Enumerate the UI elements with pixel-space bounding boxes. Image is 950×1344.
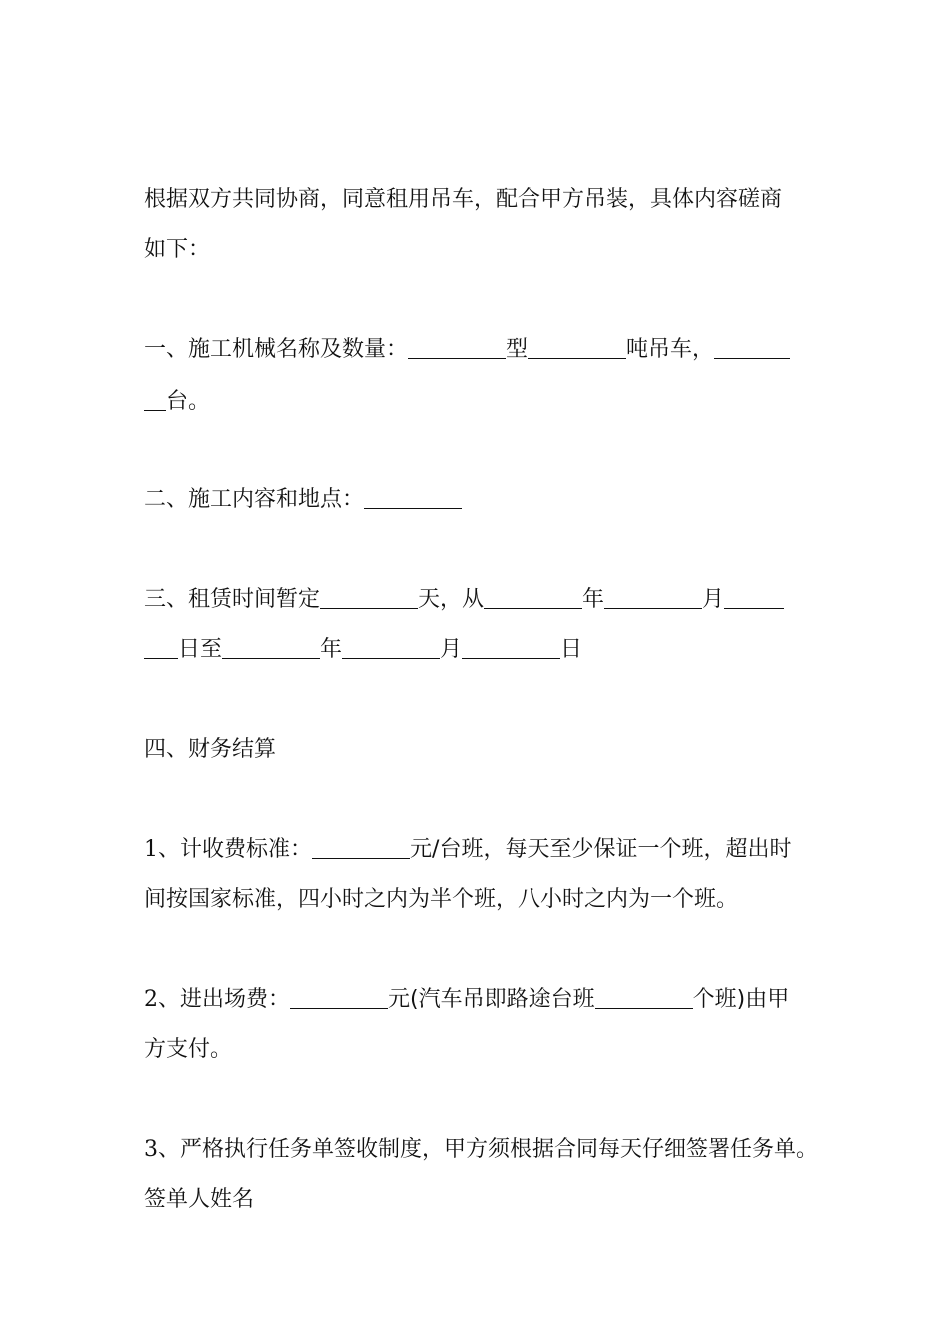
day-from-text: 天，从 xyxy=(418,587,485,612)
intro-line-2: 如下： xyxy=(144,237,211,262)
ton-unit: 吨吊车， xyxy=(626,337,715,362)
sub-1-label: 计收费标准： xyxy=(180,837,313,862)
end-month-blank[interactable] xyxy=(342,636,440,659)
quantity-blank-cont[interactable] xyxy=(144,388,166,411)
sub-3-sep: 、 xyxy=(158,1137,181,1162)
sub-2-line-2: 方支付。 xyxy=(144,1037,233,1062)
intro-line-1: 根据双方共同协商，同意租用吊车，配合甲方吊装，具体内容磋商 xyxy=(144,187,783,212)
model-blank[interactable] xyxy=(408,336,506,359)
start-month-blank[interactable] xyxy=(604,586,702,609)
sub-1-rate-text: 元/台班，每天至少保证一个班，超出时 xyxy=(410,837,792,862)
item-2-line xyxy=(144,485,824,515)
shift-count-blank[interactable] xyxy=(595,986,693,1009)
sub-2-shift-text: 个班)由甲 xyxy=(692,987,790,1012)
tonnage-blank[interactable] xyxy=(528,336,626,359)
start-day-blank-cont[interactable] xyxy=(144,636,178,659)
end-year-blank[interactable] xyxy=(222,636,320,659)
item-1-line-2 xyxy=(144,387,824,417)
start-day-blank[interactable] xyxy=(724,586,784,609)
sub-1-line-2: 间按国家标准，四小时之内为半个班，八小时之内为一个班。 xyxy=(144,887,739,912)
sub-3-text: 严格执行任务单签收制度，甲方须根据合同每天仔细签署任务单。 xyxy=(180,1137,819,1162)
day-to-text: 日至 xyxy=(178,637,223,662)
location-blank[interactable] xyxy=(364,486,462,509)
end-month-text: 月 xyxy=(440,637,463,662)
sub-2-number: 2 xyxy=(144,987,158,1012)
item-1-line-1 xyxy=(144,335,824,365)
sub-2-label: 进出场费： xyxy=(180,987,291,1012)
entry-fee-blank[interactable] xyxy=(290,986,388,1009)
end-day-text: 日 xyxy=(560,637,583,662)
sub-3-line-1 xyxy=(144,1135,824,1165)
year-text: 年 xyxy=(582,587,605,612)
month-text: 月 xyxy=(702,587,725,612)
rate-blank[interactable] xyxy=(312,836,410,859)
item-4-heading: 四、财务结算 xyxy=(144,737,277,762)
item-1-label: 一、施工机械名称及数量： xyxy=(144,337,409,362)
count-unit: 台。 xyxy=(166,389,211,414)
sub-3-number: 3 xyxy=(144,1137,158,1162)
item-3-line-2 xyxy=(144,635,824,665)
days-blank[interactable] xyxy=(320,586,418,609)
sub-3-line-2: 签单人姓名 xyxy=(144,1187,255,1212)
sub-2-sep: 、 xyxy=(158,987,181,1012)
quantity-blank[interactable] xyxy=(714,336,790,359)
start-year-blank[interactable] xyxy=(484,586,582,609)
sub-2-yuan-text: 元(汽车吊即路途台班 xyxy=(388,987,595,1012)
item-3-label: 三、租赁时间暂定 xyxy=(144,587,321,612)
item-2-label: 二、施工内容和地点： xyxy=(144,487,365,512)
sub-2-line-1 xyxy=(144,985,824,1015)
item-3-line-1 xyxy=(144,585,824,615)
end-day-blank[interactable] xyxy=(462,636,560,659)
sub-1-line-1 xyxy=(144,835,824,865)
sub-1-number: 1 xyxy=(144,837,158,862)
end-year-text: 年 xyxy=(320,637,343,662)
model-unit: 型 xyxy=(506,337,529,362)
sub-1-sep: 、 xyxy=(158,837,181,862)
